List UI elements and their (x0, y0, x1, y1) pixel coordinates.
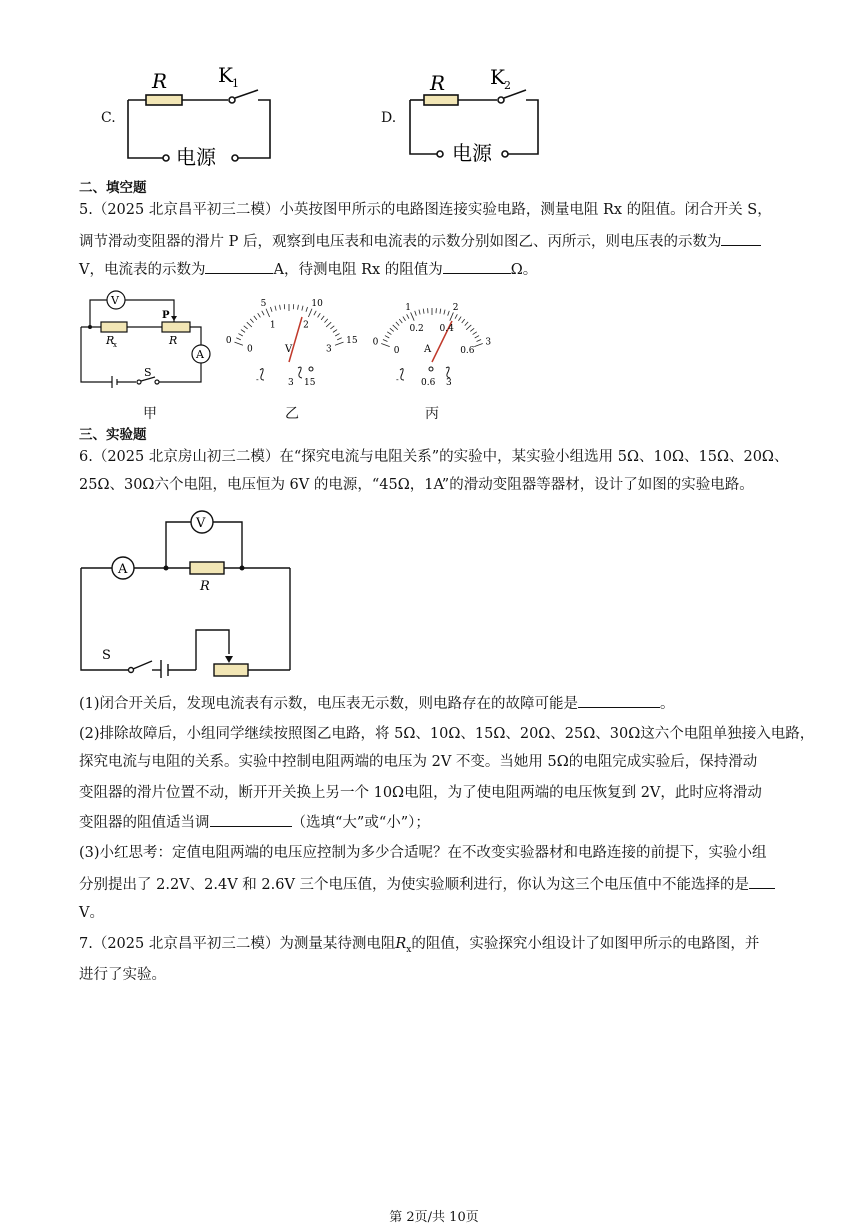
ammeter-outer-tick-label: 3 (485, 337, 492, 348)
dial-tick (455, 314, 457, 318)
dial-tick (411, 312, 415, 320)
page-footer: 第 2页/共 10页 (389, 1210, 479, 1225)
dial-tick (403, 317, 406, 321)
dial-tick (270, 307, 272, 312)
dial-tick (306, 307, 308, 312)
dial-tick (266, 309, 270, 317)
dial-tick (393, 325, 398, 330)
voltmeter-label: V (111, 294, 119, 307)
voltmeter-unit: V (285, 344, 293, 355)
dial-tick (321, 316, 324, 320)
option-c-circuit (118, 60, 283, 170)
dial-tick (254, 316, 257, 320)
option-d-letter: D. (381, 110, 397, 126)
rx-label: R (106, 334, 115, 347)
dial-tick (335, 334, 339, 336)
q5-figure-yi-voltmeter (216, 296, 362, 388)
option-c-letter: C. (101, 110, 116, 126)
ammeter-outer-tick-label: 2 (452, 302, 459, 313)
dial-tick (262, 311, 264, 315)
dial-tick (330, 326, 334, 329)
dial-tick (399, 319, 402, 323)
figure-caption-bing: 丙 (425, 406, 439, 422)
dial-tick (470, 328, 474, 331)
rx-subscript: x (113, 341, 117, 349)
ammeter-inner-tick-label: 0.6 (460, 346, 475, 357)
q6-blank-fault[interactable] (578, 693, 660, 708)
voltmeter-outer-tick-label: 10 (311, 299, 323, 310)
power-source-label: 电源 (176, 145, 216, 169)
power-source-label: 电源 (452, 141, 492, 165)
ammeter-inner-tick-label: 0.4 (439, 324, 454, 335)
dial-tick (241, 330, 245, 333)
dial-tick (458, 317, 461, 321)
slider-p-label: P (162, 310, 170, 321)
q5-figure-jia-circuit (76, 288, 216, 390)
q6-part-1-text: (1)闭合开关后，发现电流表有示数，电压表无示数，则电路存在的故障可能是 (79, 696, 579, 712)
dial-tick (247, 322, 252, 327)
dial-tick (462, 319, 465, 323)
ammeter-outer-tick-label: 1 (405, 302, 411, 313)
q6-part-2-line-3: 变阻器的滑片位置不动，断开开关换上另一个 10Ω电阻，为了使电阻两端的电压恢复到 2V，此时应将滑动 (79, 785, 762, 801)
dial-tick (419, 310, 420, 315)
dial-tick (250, 319, 253, 323)
dial-tick (444, 310, 445, 315)
ammeter-inner-tick-label: 0.2 (409, 324, 424, 335)
resistor-label: R (430, 71, 446, 95)
option-d-circuit (400, 64, 550, 168)
terminal-15v: 15 (304, 378, 316, 388)
terminal-0-6a: 0.6 (421, 378, 436, 388)
dial-tick (234, 342, 242, 345)
q6-part-3-line-2-text: 分别提出了 2.2V、2.4V 和 2.6V 三个电压值，为使实验顺利进行，你认为这三个电压值中不能选择的是 (79, 877, 750, 893)
switch-subscript: 2 (504, 79, 511, 92)
q7-line-1-a: 7.（2025 北京昌平初三二模）为测量某待测电阻 (79, 936, 396, 952)
dial-tick (440, 309, 441, 314)
dial-tick (466, 325, 471, 330)
dial-tick (244, 326, 248, 329)
dial-tick (465, 322, 468, 326)
dial-tick (385, 336, 389, 338)
dial-tick (326, 322, 331, 327)
dial-tick (314, 311, 316, 315)
dial-tick (475, 336, 479, 338)
ammeter-label: A (118, 562, 128, 577)
voltmeter-outer-tick-label: 15 (346, 336, 358, 347)
dial-tick (390, 328, 394, 331)
figure-caption-jia: 甲 (143, 406, 157, 422)
dial-tick (450, 312, 454, 320)
voltmeter-outer-tick-label: 0 (225, 336, 232, 347)
dial-tick (474, 344, 482, 347)
q6-blank-adjust[interactable] (210, 812, 292, 827)
dial-tick (423, 309, 424, 314)
section-heading-fill-blank: 二、填空题 (79, 180, 147, 196)
dial-tick (324, 319, 327, 323)
dial-tick (302, 306, 303, 311)
q6-circuit-figure (76, 506, 298, 678)
q5-line-2 (79, 231, 761, 252)
voltmeter-inner-tick-label: 1 (269, 320, 276, 331)
dial-tick (280, 305, 281, 310)
q6-part-3-line-1: (3)小红思考：定值电阻两端的电压应控制为多少合适呢？在不改变实验器材和电路连接的前提下，实验小组 (79, 845, 767, 861)
dial-tick (477, 339, 482, 341)
section-heading-experiment: 三、实验题 (79, 427, 147, 443)
voltmeter-inner-tick-label: 3 (325, 344, 332, 355)
q6-part-2-line-4 (79, 812, 430, 833)
q6-part-2-line-2: 探究电流与电阻的关系。实验中控制电阻两端的电压为 2V 不变。当她用 5Ω的电阻完成实验后，保持滑动 (79, 754, 758, 770)
resistor-label: R (152, 69, 168, 93)
switch-label: S (102, 648, 111, 663)
switch-s-label: S (144, 366, 152, 379)
dial-tick (298, 305, 299, 310)
q6-part-2-line-1: (2)排除故障后，小组同学继续按照图乙电路，将 5Ω、10Ω、15Ω、20Ω、25Ω、30Ω这六个电阻单独接入电路， (79, 726, 815, 742)
dial-tick (415, 311, 417, 316)
dial-tick (333, 330, 337, 333)
terminal-3a: 3 (446, 378, 452, 388)
ammeter-outer-tick-label: 0 (372, 337, 379, 348)
q5-line-3-c: Ω。 (510, 262, 538, 278)
q5-line-3-b: A，待测电阻 Rx 的阻值为 (273, 262, 443, 278)
terminal-negative: - (396, 375, 399, 384)
q7-rx-subscript: x (406, 944, 412, 955)
voltmeter-inner-tick-label: 2 (303, 320, 309, 331)
ammeter-unit: A (424, 344, 432, 355)
switch-subscript: 1 (232, 77, 239, 90)
voltmeter-pointer (289, 317, 302, 362)
q6-part-3-line-3: V。 (79, 905, 104, 921)
ammeter-inner-tick-label: 0 (393, 346, 400, 357)
q6-line-2: 25Ω、30Ω六个电阻，电压恒为 6V 的电源，“45Ω，1A”的滑动变阻器等器材，设计了如图的实验电路。 (79, 477, 754, 493)
dial-tick (238, 334, 242, 336)
dial-tick (381, 344, 389, 347)
voltmeter-label: V (196, 516, 206, 531)
dial-tick (335, 342, 343, 345)
terminal-3v: 3 (288, 378, 294, 388)
ammeter-label: A (196, 348, 204, 361)
q6-blank-voltage[interactable] (749, 874, 775, 889)
dial-tick (337, 338, 342, 340)
dial-tick (308, 309, 312, 317)
voltmeter-outer-tick-label: 5 (260, 299, 267, 310)
q5-line-1: 5.（2025 北京昌平初三二模）小英按图甲所示的电路图连接实验电路，测量电阻 Rx 的阻值。闭合开关 S， (79, 202, 772, 218)
q5-blank-current[interactable] (205, 259, 273, 274)
q7-line-2: 进行了实验。 (79, 967, 166, 983)
dial-tick (275, 306, 276, 311)
dial-tick (473, 332, 477, 335)
rheostat-label: R (169, 334, 178, 347)
q5-line-3 (79, 259, 537, 280)
dial-tick (236, 338, 241, 340)
q6-line-1: 6.（2025 北京房山初三二模）在“探究电流与电阻关系”的实验中，某实验小组选用 5Ω、10Ω、15Ω、20Ω、 (79, 449, 789, 465)
resistor-label: R (200, 579, 210, 594)
switch-label: K (218, 63, 233, 87)
switch-label: K (490, 65, 505, 89)
q6-part-1 (79, 693, 675, 714)
q5-line-2-text: 调节滑动变阻器的滑片 P 后，观察到电压表和电流表的示数分别如图乙、丙所示，则电压表的示数为 (79, 234, 722, 250)
q5-figure-bing-ammeter (366, 296, 500, 388)
dial-tick (396, 322, 399, 326)
dial-tick (387, 332, 391, 335)
dial-tick (448, 311, 450, 316)
voltmeter-inner-tick-label: 0 (247, 344, 253, 355)
q5-blank-resistance[interactable] (443, 259, 511, 274)
q6-part-1-end: 。 (660, 696, 675, 712)
q6-part-3-line-2 (79, 874, 775, 895)
q7-line-1 (79, 934, 759, 960)
q7-rx-symbol: R (395, 936, 407, 952)
dial-tick (407, 314, 409, 318)
q5-blank-voltage[interactable] (721, 231, 761, 246)
dial-tick (383, 339, 388, 341)
q6-part-2-line-4-b: （选填“大”或“小”）； (291, 815, 430, 831)
terminal-negative: - (256, 375, 259, 384)
q6-part-2-line-4-a: 变阻器的阻值适当调 (79, 815, 210, 831)
dial-tick (318, 313, 321, 317)
dial-tick (258, 313, 261, 317)
q5-line-3-a: V，电流表的示数为 (79, 262, 206, 278)
q7-line-1-b: 的阻值，实验探究小组设计了如图甲所示的电路图，并 (411, 936, 760, 952)
figure-caption-yi: 乙 (285, 406, 299, 422)
